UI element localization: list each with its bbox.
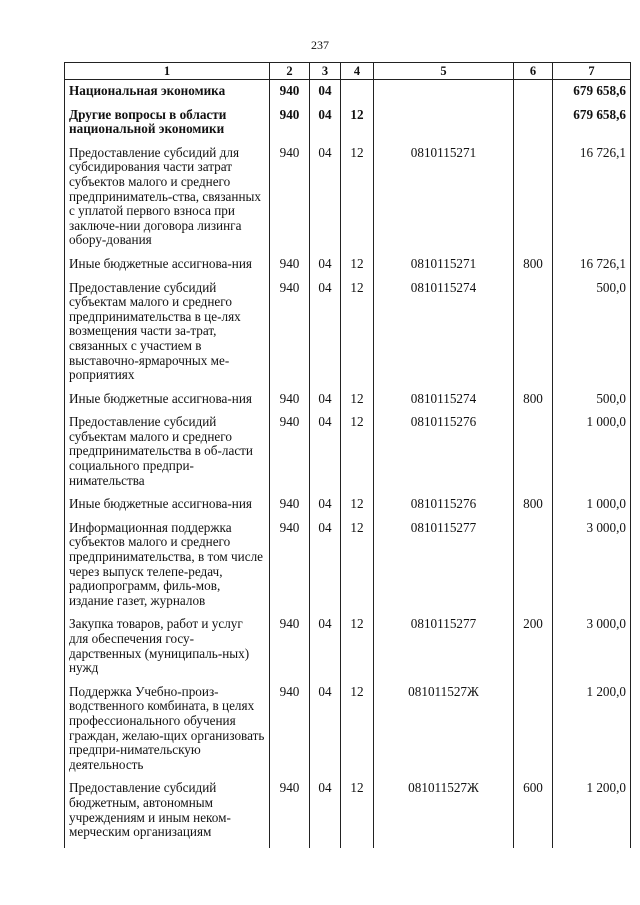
row-target-article: 081011527Ж — [374, 780, 514, 847]
row-name: Предоставление субсидий субъектам малого и среднего предпринимательства в це-лях возмещения части за-трат, связанных с участием в выставочно-ярмарочных ме-роприятиях — [65, 280, 270, 391]
row-expense-type — [514, 684, 553, 781]
row-name: Предоставление субсидий бюджетным, автономным учреждениям и иным неком-мерческим организациям — [65, 780, 270, 847]
row-subsection-code: 12 — [341, 145, 374, 256]
row-subsection-code: 12 — [341, 107, 374, 145]
row-name: Другие вопросы в области национальной экономики — [65, 107, 270, 145]
row-admin-code: 940 — [270, 280, 310, 391]
row-amount: 16 726,1 — [553, 256, 631, 280]
header-col-5: 5 — [374, 63, 514, 80]
table-body — [65, 80, 631, 848]
row-admin-code: 940 — [270, 145, 310, 256]
row-amount: 3 000,0 — [553, 616, 631, 683]
row-name: Информационная поддержка субъектов малого и среднего предпринимательства, в том числе через выпуск телепе-редач, радиопрограмм, филь-мов, издание газет, журналов — [65, 520, 270, 617]
header-col-3: 3 — [310, 63, 341, 80]
row-admin-code: 940 — [270, 780, 310, 847]
row-expense-type — [514, 107, 553, 145]
row-amount: 500,0 — [553, 391, 631, 415]
row-target-article: 0810115277 — [374, 616, 514, 683]
row-subsection-code: 12 — [341, 256, 374, 280]
row-target-article: 0810115274 — [374, 391, 514, 415]
budget-table — [64, 62, 631, 848]
row-name: Национальная экономика — [65, 80, 270, 107]
row-admin-code: 940 — [270, 391, 310, 415]
header-col-2: 2 — [270, 63, 310, 80]
row-amount: 1 000,0 — [553, 496, 631, 520]
row-section-code: 04 — [310, 391, 341, 415]
table-row — [65, 391, 631, 415]
row-target-article: 0810115276 — [374, 496, 514, 520]
row-expense-type — [514, 520, 553, 617]
row-section-code: 04 — [310, 520, 341, 617]
row-name: Иные бюджетные ассигнова-ния — [65, 256, 270, 280]
row-expense-type: 800 — [514, 391, 553, 415]
row-expense-type: 200 — [514, 616, 553, 683]
row-name: Закупка товаров, работ и услуг для обеспечения госу-дарственных (муниципаль-ных) нужд — [65, 616, 270, 683]
row-admin-code: 940 — [270, 684, 310, 781]
row-expense-type — [514, 280, 553, 391]
row-amount: 3 000,0 — [553, 520, 631, 617]
row-subsection-code: 12 — [341, 684, 374, 781]
row-name: Предоставление субсидий субъектам малого и среднего предпринимательства в об-ласти социального предпри-нимательства — [65, 414, 270, 496]
row-target-article — [374, 80, 514, 107]
table-row — [65, 107, 631, 145]
table-row — [65, 684, 631, 781]
row-expense-type — [514, 145, 553, 256]
row-amount: 16 726,1 — [553, 145, 631, 256]
table-row — [65, 256, 631, 280]
table-row — [65, 520, 631, 617]
row-admin-code: 940 — [270, 80, 310, 107]
row-admin-code: 940 — [270, 520, 310, 617]
table-row — [65, 616, 631, 683]
row-admin-code: 940 — [270, 256, 310, 280]
row-subsection-code: 12 — [341, 780, 374, 847]
row-target-article — [374, 107, 514, 145]
row-name: Иные бюджетные ассигнова-ния — [65, 496, 270, 520]
row-section-code: 04 — [310, 616, 341, 683]
row-subsection-code: 12 — [341, 391, 374, 415]
header-col-1: 1 — [65, 63, 270, 80]
row-section-code: 04 — [310, 414, 341, 496]
row-amount: 500,0 — [553, 280, 631, 391]
row-section-code: 04 — [310, 107, 341, 145]
header-col-7: 7 — [553, 63, 631, 80]
row-expense-type — [514, 414, 553, 496]
row-amount: 1 000,0 — [553, 414, 631, 496]
row-section-code: 04 — [310, 80, 341, 107]
page-number: 237 — [311, 38, 329, 52]
table-row — [65, 414, 631, 496]
row-target-article: 0810115277 — [374, 520, 514, 617]
row-admin-code: 940 — [270, 107, 310, 145]
header-col-6: 6 — [514, 63, 553, 80]
row-section-code: 04 — [310, 780, 341, 847]
row-amount: 1 200,0 — [553, 684, 631, 781]
row-section-code: 04 — [310, 496, 341, 520]
row-amount: 1 200,0 — [553, 780, 631, 847]
row-name: Предоставление субсидий для субсидирования части затрат субъектов малого и среднего предприниматель-ства, связанных с уплатой первого взноса при заключе-нии договора лизинга обору-дования — [65, 145, 270, 256]
header-col-4: 4 — [341, 63, 374, 80]
row-name: Поддержка Учебно-произ-водственного комбината, в целях профессионального обучения граждан, желаю-щих организовать предпри-нимательскую деятельность — [65, 684, 270, 781]
row-subsection-code — [341, 80, 374, 107]
row-subsection-code: 12 — [341, 496, 374, 520]
row-subsection-code: 12 — [341, 280, 374, 391]
table-row — [65, 145, 631, 256]
row-admin-code: 940 — [270, 616, 310, 683]
row-name: Иные бюджетные ассигнова-ния — [65, 391, 270, 415]
row-admin-code: 940 — [270, 496, 310, 520]
row-target-article: 0810115271 — [374, 256, 514, 280]
row-target-article: 081011527Ж — [374, 684, 514, 781]
row-target-article: 0810115274 — [374, 280, 514, 391]
table-row — [65, 80, 631, 107]
header-row — [65, 63, 631, 80]
row-amount: 679 658,6 — [553, 107, 631, 145]
table-row — [65, 280, 631, 391]
row-admin-code: 940 — [270, 414, 310, 496]
row-section-code: 04 — [310, 280, 341, 391]
row-expense-type: 800 — [514, 496, 553, 520]
row-section-code: 04 — [310, 684, 341, 781]
row-expense-type — [514, 80, 553, 107]
row-subsection-code: 12 — [341, 414, 374, 496]
row-amount: 679 658,6 — [553, 80, 631, 107]
row-target-article: 0810115271 — [374, 145, 514, 256]
row-subsection-code: 12 — [341, 520, 374, 617]
row-subsection-code: 12 — [341, 616, 374, 683]
table-row — [65, 780, 631, 847]
row-expense-type: 600 — [514, 780, 553, 847]
row-target-article: 0810115276 — [374, 414, 514, 496]
table-header — [65, 63, 631, 80]
row-expense-type: 800 — [514, 256, 553, 280]
row-section-code: 04 — [310, 145, 341, 256]
row-section-code: 04 — [310, 256, 341, 280]
table-row — [65, 496, 631, 520]
